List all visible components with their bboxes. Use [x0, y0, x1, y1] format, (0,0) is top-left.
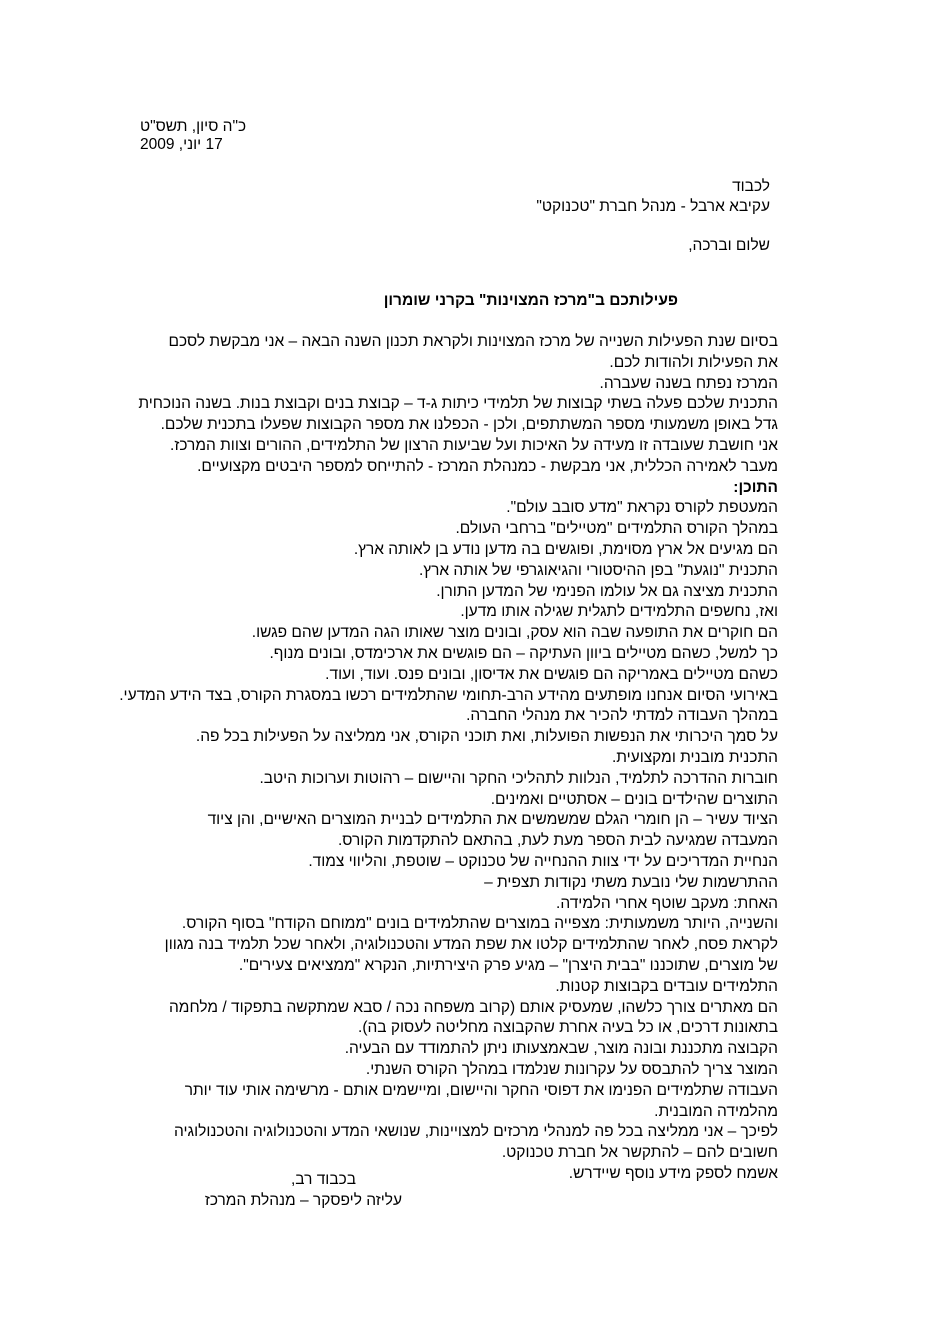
date-hebrew: כ"ה סיון, תשס"ט — [140, 118, 247, 135]
body-line: התכנית שלכם פעלה בשתי קבוצות של תלמידי כיתות ג-ד – קבוצת בנים וקבוצת בנות. בשנה הנוכחית — [138, 395, 778, 413]
content-line: הציוד עשיר – הן חומרי הגלם שמשמשים את התלמידים לבניית המוצרים האישיים, והן ציוד — [207, 811, 778, 829]
content-line: במהלך העבודה למדתי להכיר את מנהלי החברה. — [466, 707, 778, 725]
content-line: כך למשל, כשהם מטיילים ביוון העתיקה – הם פוגשים את ארכימדס, ובונים מנוף. — [269, 645, 778, 662]
content-line: חשובים להם – להתקשר אל חברת טכנוקט. — [501, 1144, 778, 1162]
content-line: הם מגיעים אל ארץ מסוימת, ופוגשים בה מדען נודע בן לאותה ארץ. — [353, 541, 778, 558]
content-line: כשהם מטיילים באמריקה הם פוגשים את אדיסון, ובונים פנס. ועוד, ועוד. — [325, 665, 778, 683]
body-line: מעבר לאמירה הכללית, אני מבקשת - כמנהלת המרכז - להתייחס למספר היבטים מקצועיים. — [197, 457, 778, 475]
addressee-to: לכבוד — [732, 178, 770, 195]
content-line: לפיכך – אני ממליצה בכל פה למנהלי מרכזים למצויינות, שנושאי המדע והטכנולוגיה והטכנולוגיה — [174, 1123, 778, 1141]
addressee-name: עקיבא ארבל - מנהל חברת "טכנוקט" — [536, 198, 770, 215]
content-line: לקראת פסח, לאחר שהתלמידים קלטו את שפת המדע והטכנולוגיה, ולאחר שכל תלמיד בנה מגוון — [164, 936, 778, 954]
content-line: אשמח לספק מידע נוסף שיידרש. — [568, 1165, 778, 1182]
content-line: באירועי הסיום אנחנו מופתעים מהידע הרב-תחומי שהתלמידים רכשו במסגרת הקורס, בצד הידע המדעי. — [119, 686, 778, 704]
content-line: הקבוצה מתכננת ובונה מוצר, שבאמצעותו ניתן להתמודד עם הבעיה. — [344, 1040, 778, 1058]
content-line: התכנית מציצה גם אל עולמו הפנימי של המדען התורן. — [436, 582, 778, 600]
greeting: שלום וברכה, — [688, 237, 770, 254]
content-line: של מוצרים, שתוכננו "בבית היצרן" – מגיע פרק היצירתיות, הנקרא "ממציאים צעירים". — [238, 957, 778, 974]
content-line: המעטפת לקורס נקראת "מדע סובב עולם". — [506, 499, 778, 517]
content-line: התוצרים שהילדים בונים – אסתטיים ואמינים. — [490, 790, 778, 808]
closing-regards: בכבוד רב, — [291, 1171, 356, 1188]
body-line: את הפעילות ולהודות לכם. — [609, 353, 778, 371]
body-line: המרכז נפתח בשנה שעברה. — [599, 374, 778, 392]
content-line: המעבדה שמגיעה לבית הספר מעת לעת, בהתאם להתקדמות הקורס. — [337, 832, 778, 850]
content-line: התכנית מובנית ומקצועית. — [611, 749, 778, 766]
content-line: העבודה שתלמידים הפנימו את דפוסי החקר והיישום, ומיישמים אותם - מרשימה אותי עוד יותר — [184, 1081, 778, 1099]
content-line: הם מאתרים צורך כלשהו, שמעסיק אותם (קרוב משפחה נכה / סבא שמתקשה בתפקוד / מלחמה — [168, 998, 778, 1016]
body-line: בסיום שנת הפעילות השנייה של מרכז המצוינות ולקראת תכנון השנה הבאה – אני מבקשת לסכם — [168, 333, 778, 350]
content-line: במהלך הקורס התלמידים "מטיילים" ברחבי העולם. — [455, 520, 778, 538]
content-line: הנחיית המדריכים על ידי צוות ההנחייה של טכנוקט – שוטפת, והליווי צמוד. — [308, 853, 778, 870]
content-line: התלמידים עובדים בקבוצות קטנות. — [555, 977, 778, 995]
content-line: המוצר צריך להתבסס על עקרונות שנלמדו במהלך הקורס השנתי. — [365, 1061, 778, 1078]
closing-signature: עליזה ליפסקר – מנהלת המרכז — [204, 1192, 402, 1209]
body-line: גדל באופן משמעותי מספר המשתתפים, ולכן - הכפלנו את מספר הקבוצות שפעלו בתכנית שלכם. — [160, 416, 778, 434]
content-line: על סמך היכרותי את הנפשות הפועלות, ואת תוכני הקורס, אני ממליצה על הפעילות בכל פה. — [195, 728, 778, 746]
content-line: מהלמידה המובנית. — [654, 1102, 778, 1120]
date-gregorian: 17 יוני, 2009 — [140, 136, 223, 153]
content-line: ואז, נחשפים התלמידים לתגלית שגילה אותו מדען. — [460, 603, 778, 621]
content-line: הם חוקרים את התופעה שבה הוא עסק, ובונים מוצר שאותו הגה המדען שהם פגשו. — [251, 624, 778, 642]
content-line: התכנית "נוגעת" בפן ההיסטורי והגיאוגרפי של אותה ארץ. — [418, 561, 778, 579]
content-line: האחת: מעקב שוטף אחרי הלמידה. — [556, 894, 778, 912]
content-line: חוברות ההדרכה לתלמיד, הנלוות לתהליכי החקר והיישום – רהוטות וערוכות היטב. — [259, 769, 778, 787]
content-line: ההתרשמות שלי נובעת משתי נקודות תצפית – — [484, 873, 778, 891]
body-line: אני חושבת שעובדה זו מעידה על האיכות ועל שביעות הרצון של התלמידים, ההורים וצוות המרכז. — [170, 437, 778, 454]
content-heading: התוכן: — [733, 478, 778, 496]
content-line: בתאונות דרכים, או כל בעיה אחרת שהקבוצה מחליטה לעסוק בה). — [358, 1019, 778, 1037]
subject-heading: פעילותכם ב"מרכז המצוינות" בקרני שומרון — [383, 292, 678, 309]
content-line: והשנייה, היותר משמעותית: מצפייה במוצרים שהתלמידים בונים "ממוחם הקודח" בסוף הקורס. — [181, 915, 778, 933]
